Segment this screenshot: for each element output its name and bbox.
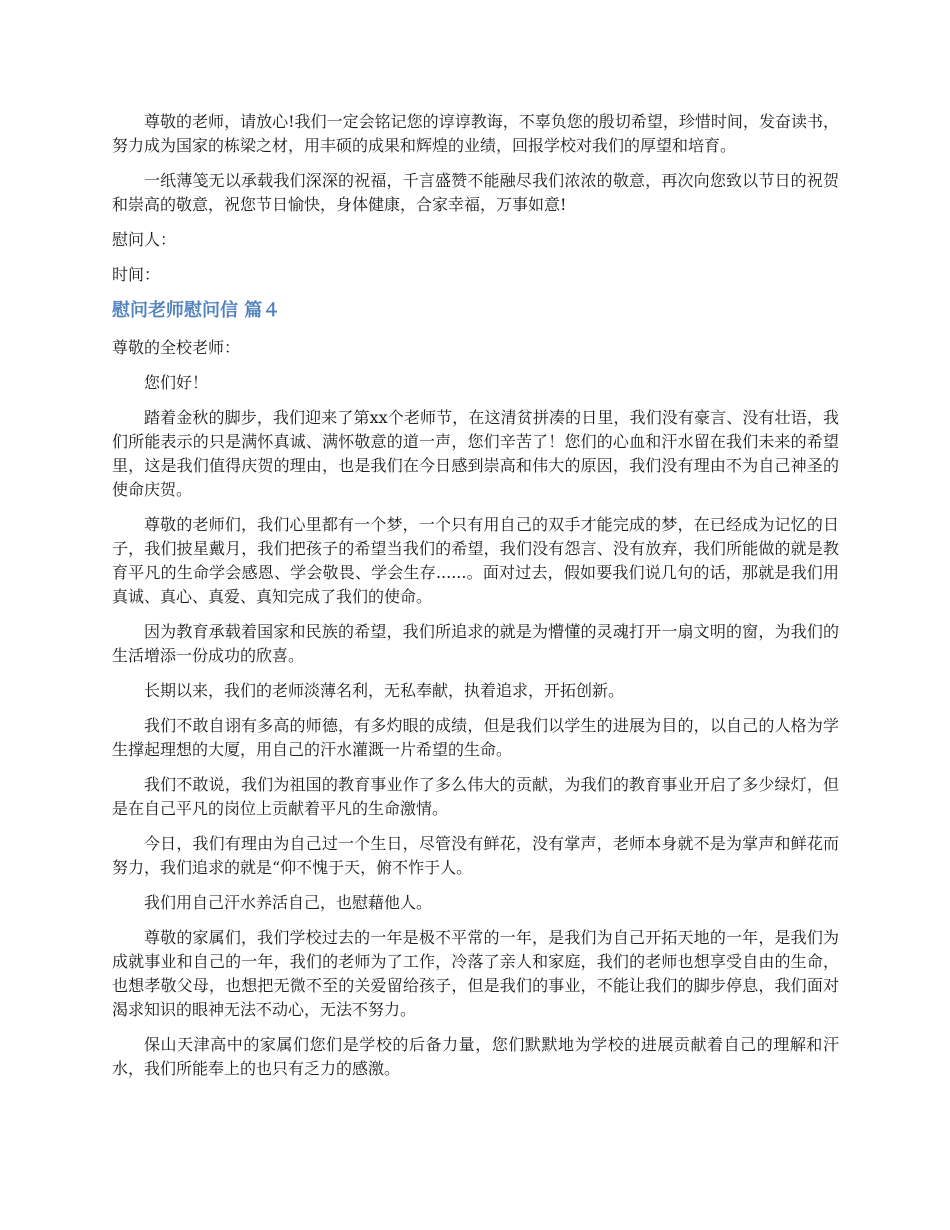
paragraph: 我们不敢自诩有多高的师德，有多灼眼的成绩，但是我们以学生的进展为目的，以自己的人格为学生撑起理想的大厦，用自己的汗水灌溉一片希望的生命。 <box>112 716 839 759</box>
section-heading: 慰问老师慰问信 篇４ <box>112 300 281 321</box>
paragraph: 我们用自己汗水养活自己，也慰藉他人。 <box>144 893 433 912</box>
paragraph: 一纸薄笺无以承载我们深深的祝福，千言盛赞不能融尽我们浓浓的敬意，再次向您致以节日的祝贺和崇高的敬意，祝您节日愉快，身体健康，合家幸福，万事如意! <box>112 171 839 214</box>
salutation: 尊敬的全校老师： <box>112 338 241 357</box>
paragraph: 踏着金秋的脚步，我们迎来了第xx个老师节，在这清贫拼凑的日里，我们没有豪言、没有壮语，我们所能表示的只是满怀真诚、满怀敬意的道一声，您们辛苦了！您们的心血和汗水留在我们未来的希望里，这是我们值得庆贺的理由，也是我们在今日感到崇高和伟大的原因，我们没有理由不为自己神圣的使命庆贺。 <box>112 408 839 499</box>
paragraph: 尊敬的家属们，我们学校过去的一年是极不平常的一年，是我们为自己开拓天地的一年，是我们为成就事业和自己的一年，我们的老师为了工作，冷落了亲人和家庭，我们的老师也想享受自由的生命，也想孝敬父母，也想把无微不至的关爱留给孩子，但是我们的事业，不能让我们的脚步停息，我们面对渴求知识的眼神无法不动心，无法不努力。 <box>112 928 839 1019</box>
time-label: 时间： <box>112 265 161 284</box>
document-body <box>112 110 839 1092</box>
paragraph: 尊敬的老师，请放心!我们一定会铭记您的谆谆教诲，不辜负您的殷切希望，珍惜时间，发奋读书，努力成为国家的栋梁之材，用丰硕的成果和辉煌的业绩，回报学校对我们的厚望和培育。 <box>112 112 839 155</box>
sender-label: 慰问人： <box>112 230 177 249</box>
paragraph: 尊敬的老师们，我们心里都有一个梦，一个只有用自己的双手才能完成的梦，在已经成为记忆的日子，我们披星戴月，我们把孩子的希望当我们的希望，我们没有怨言、没有放弃，我们所能做的就是教育平凡的生命学会感恩、学会敬畏、学会生存......。面对过去，假如要我们说几句的话，那就是我们用真诚、真心、真爱、真知完成了我们的使命。 <box>112 515 839 606</box>
paragraph: 因为教育承载着国家和民族的希望，我们所追求的就是为懵懂的灵魂打开一扇文明的窗，为我们的生活增添一份成功的欣喜。 <box>112 622 839 665</box>
paragraph: 今日，我们有理由为自己过一个生日，尽管没有鲜花，没有掌声，老师本身就不是为掌声和鲜花而努力，我们追求的就是“仰不愧于天，俯不怍于人。 <box>112 834 839 877</box>
paragraph: 保山天津高中的家属们您们是学校的后备力量，您们默默地为学校的进展贡献着自己的理解和汗水，我们所能奉上的也只有乏力的感激。 <box>112 1035 839 1078</box>
greeting: 您们好！ <box>144 373 209 392</box>
paragraph: 长期以来，我们的老师淡薄名利，无私奉献，执着追求，开拓创新。 <box>144 681 625 700</box>
paragraph: 我们不敢说，我们为祖国的教育事业作了多么伟大的贡献，为我们的教育事业开启了多少绿灯，但是在自己平凡的岗位上贡献着平凡的生命激情。 <box>112 775 839 818</box>
